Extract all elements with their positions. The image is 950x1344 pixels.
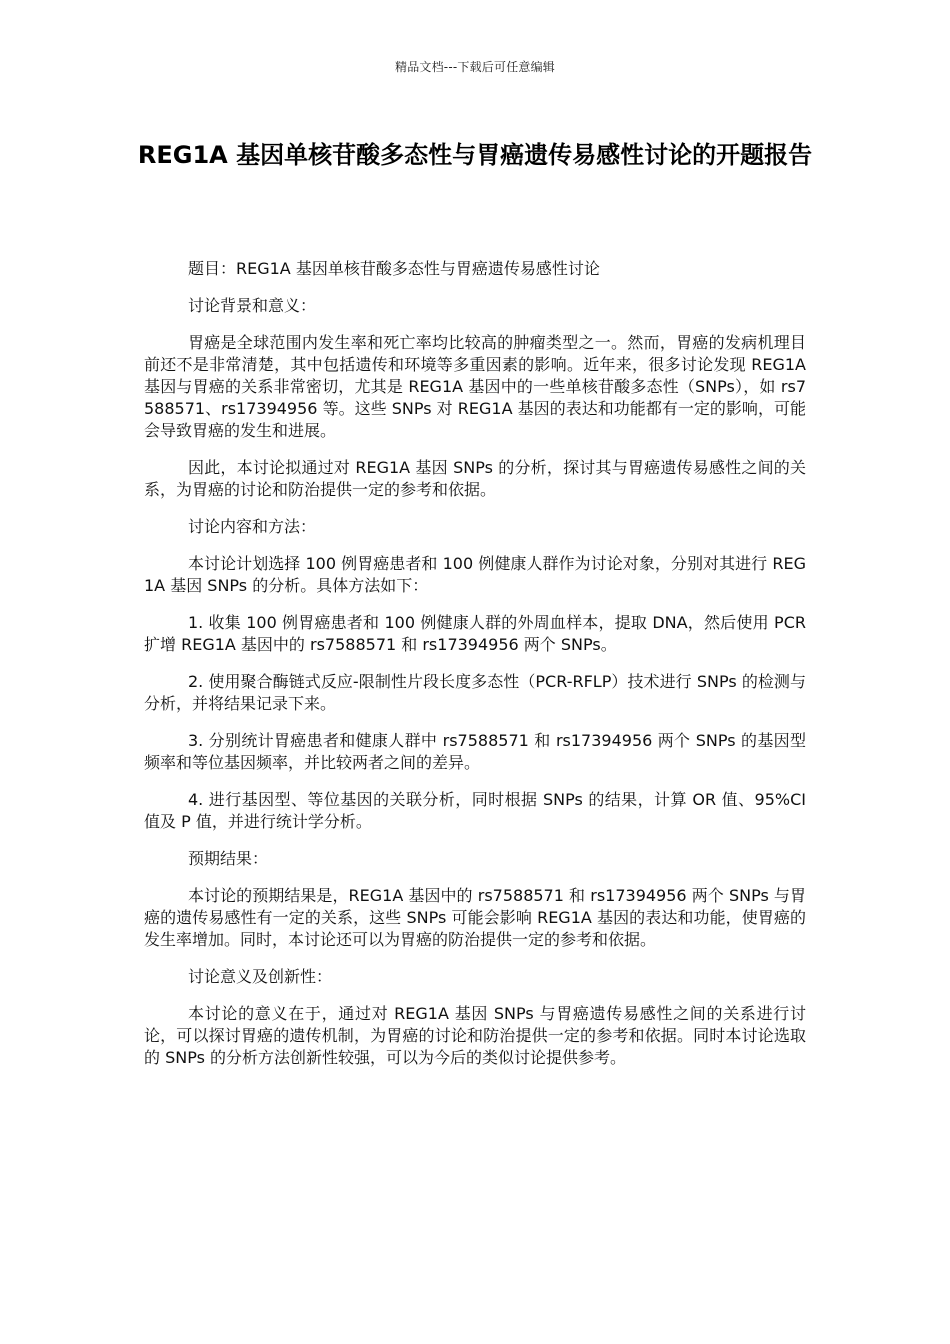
header-note: 精品文档---下载后可任意编辑	[395, 60, 555, 74]
paragraph-significance: 本讨论的意义在于，通过对 REG1A 基因 SNPs 与胃癌遗传易感性之间的关系进行讨论，可以探讨胃癌的遗传机制，为胃癌的讨论和防治提供一定的参考和依据。同时本讨论选取的 SNPs 的分析方法创新性较强，可以为今后的类似讨论提供参考。	[144, 1004, 806, 1067]
topic-line: 题目：REG1A 基因单核苷酸多态性与胃癌遗传易感性讨论	[188, 259, 600, 278]
section-heading-significance: 讨论意义及创新性：	[188, 967, 333, 986]
paragraph-expected-results: 本讨论的预期结果是，REG1A 基因中的 rs7588571 和 rs17394956 两个 SNPs 与胃癌的遗传易感性有一定的关系，这些 SNPs 可能会影响 REG1A 基因的表达和功能，使胃癌的发生率增加。同时，本讨论还可以为胃癌的防治提供一定的参考和依据。	[144, 886, 806, 949]
method-step-1: 1. 收集 100 例胃癌患者和 100 例健康人群的外周血样本，提取 DNA，然后使用 PCR 扩增 REG1A 基因中的 rs7588571 和 rs17394956 两个 SNPs。	[144, 613, 806, 654]
method-step-3: 3. 分别统计胃癌患者和健康人群中 rs7588571 和 rs17394956 两个 SNPs 的基因型频率和等位基因频率，并比较两者之间的差异。	[144, 731, 806, 772]
section-heading-background: 讨论背景和意义：	[188, 296, 317, 315]
document-body	[144, 258, 806, 1084]
section-heading-methods: 讨论内容和方法：	[188, 517, 317, 536]
method-step-4: 4. 进行基因型、等位基因的关联分析，同时根据 SNPs 的结果，计算 OR 值、95%CI 值及 P 值，并进行统计学分析。	[144, 790, 806, 831]
method-step-2: 2. 使用聚合酶链式反应-限制性片段长度多态性（PCR-RFLP）技术进行 SNPs 的检测与分析，并将结果记录下来。	[144, 672, 806, 713]
document-title: REG1A 基因单核苷酸多态性与胃癌遗传易感性讨论的开题报告	[137, 141, 813, 169]
paragraph-methods-intro: 本讨论计划选择 100 例胃癌患者和 100 例健康人群作为讨论对象，分别对其进行 REG1A 基因 SNPs 的分析。具体方法如下：	[144, 554, 806, 595]
paragraph-background: 胃癌是全球范围内发生率和死亡率均比较高的肿瘤类型之一。然而，胃癌的发病机理目前还不是非常清楚，其中包括遗传和环境等多重因素的影响。近年来，很多讨论发现 REG1A 基因与胃癌的关系非常密切，尤其是 REG1A 基因中的一些单核苷酸多态性（SNPs），如 rs7588571、rs17394956 等。这些 SNPs 对 REG1A 基因的表达和功能都有一定的影响，可能会导致胃癌的发生和进展。	[144, 333, 806, 440]
paragraph-purpose: 因此，本讨论拟通过对 REG1A 基因 SNPs 的分析，探讨其与胃癌遗传易感性之间的关系，为胃癌的讨论和防治提供一定的参考和依据。	[144, 458, 806, 499]
section-heading-expected: 预期结果：	[188, 849, 269, 868]
